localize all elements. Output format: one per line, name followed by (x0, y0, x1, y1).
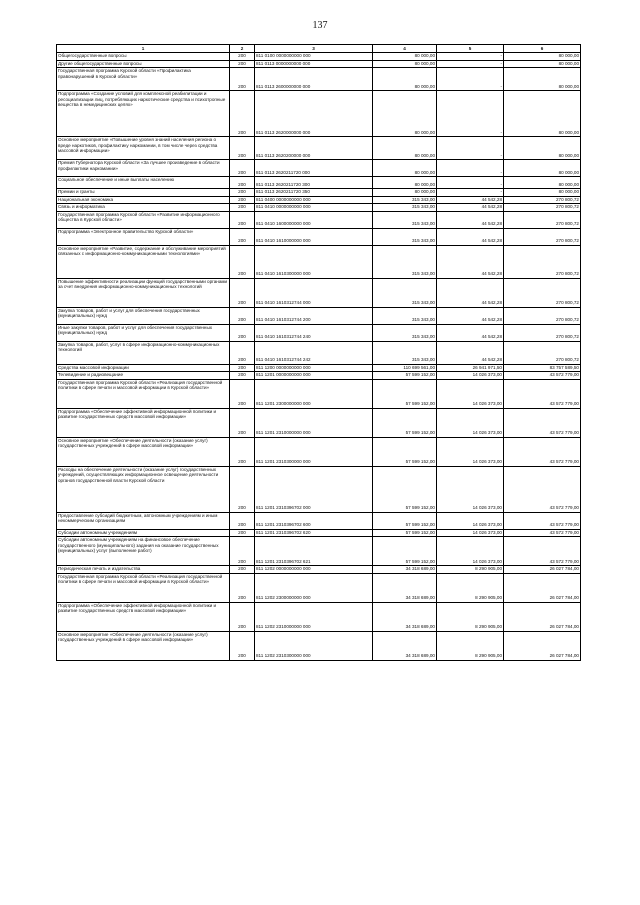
row-name-cell: Национальная экономика (57, 196, 230, 204)
row-value-executed: 14 026 373,00 (437, 512, 504, 529)
row-value-approved: 315 343,00 (373, 324, 437, 341)
row-name-cell: Основное мероприятие «Развитие, содержание и обслуживание мероприятий связанных с информационно-коммуникационными технологиями» (57, 245, 230, 278)
row-value-approved: 80 000,00 (373, 60, 437, 68)
row-value-unexecuted: 270 800,72 (504, 245, 581, 278)
row-value-unexecuted: 270 800,72 (504, 211, 581, 228)
row-value-approved: 315 343,00 (373, 245, 437, 278)
table-row (57, 68, 581, 91)
row-razdel-cell: 200 (230, 379, 255, 408)
row-code-cell: 811 1201 2310396702 600 (255, 512, 373, 529)
row-razdel-cell: 200 (230, 573, 255, 602)
row-razdel-cell: 200 (230, 211, 255, 228)
row-value-executed: - (437, 60, 504, 68)
row-code-cell: 811 0410 1600000000 000 (255, 211, 373, 228)
row-name-cell: Основное мероприятие «Обеспечение деятельности (оказание услуг) государственных учреждений в сфере массовой информации» (57, 437, 230, 466)
row-value-approved: 57 599 152,00 (373, 437, 437, 466)
row-value-unexecuted: 80 000,00 (504, 137, 581, 160)
row-code-cell: 811 1201 2300000000 000 (255, 379, 373, 408)
row-value-approved: 57 599 152,00 (373, 512, 437, 529)
row-razdel-cell: 200 (230, 324, 255, 341)
table-row (57, 341, 581, 364)
row-code-cell: 811 0113 0000000000 000 (255, 60, 373, 68)
row-razdel-cell: 200 (230, 372, 255, 380)
row-razdel-cell: 200 (230, 602, 255, 631)
table-row (57, 512, 581, 529)
table-row (57, 372, 581, 380)
row-value-unexecuted: 83 757 589,50 (504, 364, 581, 372)
row-razdel-cell: 200 (230, 189, 255, 197)
row-razdel-cell: 200 (230, 68, 255, 91)
row-code-cell: 811 0113 2620200000 000 (255, 137, 373, 160)
row-razdel-cell: 200 (230, 204, 255, 212)
row-value-unexecuted: 270 800,72 (504, 324, 581, 341)
row-value-unexecuted: 43 572 779,00 (504, 372, 581, 380)
row-value-unexecuted: 270 800,72 (504, 196, 581, 204)
row-razdel-cell: 200 (230, 60, 255, 68)
table-row (57, 278, 581, 307)
row-razdel-cell: 200 (230, 53, 255, 61)
row-razdel-cell: 200 (230, 537, 255, 566)
table-row (57, 631, 581, 660)
row-razdel-cell: 200 (230, 137, 255, 160)
row-name-cell: Подпрограмма «Создание условий для комплексной реабилитации и ресоциализации лиц, потребляющих наркотические средства и психотропные вещества в немедицинских целях» (57, 91, 230, 137)
table-row (57, 573, 581, 602)
row-value-executed: 14 026 373,00 (437, 372, 504, 380)
table-row (57, 137, 581, 160)
row-name-cell: Телевидение и радиовещание (57, 372, 230, 380)
row-name-cell: Закупка товаров, работ и услуг для обеспечения государственных (муниципальных) нужд (57, 307, 230, 324)
row-value-unexecuted: 26 027 784,00 (504, 631, 581, 660)
row-value-approved: 57 599 152,00 (373, 466, 437, 512)
row-razdel-cell: 200 (230, 278, 255, 307)
table-row (57, 537, 581, 566)
row-value-approved: 80 000,00 (373, 189, 437, 197)
row-code-cell: 811 1201 2310300000 000 (255, 437, 373, 466)
row-code-cell: 811 0113 2600000000 000 (255, 68, 373, 91)
row-value-executed: - (437, 137, 504, 160)
row-value-executed: 8 290 905,00 (437, 566, 504, 574)
row-value-unexecuted: 270 800,72 (504, 341, 581, 364)
table-row (57, 566, 581, 574)
row-value-approved: 34 318 689,00 (373, 573, 437, 602)
row-value-executed: - (437, 177, 504, 189)
row-name-cell: Общегосударственные вопросы (57, 53, 230, 61)
table-row (57, 529, 581, 537)
row-name-cell: Закупка товаров, работ, услуг в сфере информационно-коммуникационных технологий (57, 341, 230, 364)
row-value-approved: 57 599 152,00 (373, 379, 437, 408)
row-value-approved: 315 343,00 (373, 341, 437, 364)
table-row (57, 196, 581, 204)
row-value-approved: 110 699 561,00 (373, 364, 437, 372)
row-razdel-cell: 200 (230, 160, 255, 177)
row-code-cell: 811 0410 1610312744 240 (255, 324, 373, 341)
row-razdel-cell: 200 (230, 364, 255, 372)
row-code-cell: 811 1202 0000000000 000 (255, 566, 373, 574)
row-value-executed: 14 026 373,00 (437, 466, 504, 512)
row-code-cell: 811 0100 0000000000 000 (255, 53, 373, 61)
row-value-approved: 315 343,00 (373, 307, 437, 324)
row-name-cell: Субсидии автономным учреждениям на финансовое обеспечение государственного (муниципального) задания на оказание государственных (муниципальных) услуг (выполнение работ) (57, 537, 230, 566)
column-header-4: 4 (373, 45, 437, 53)
row-code-cell: 811 1200 0000000000 000 (255, 364, 373, 372)
page-number: 137 (312, 20, 328, 31)
row-name-cell: Иные закупки товаров, работ и услуг для обеспечения государственных (муниципальных) нужд (57, 324, 230, 341)
row-value-executed: 14 026 373,00 (437, 437, 504, 466)
row-value-approved: 315 343,00 (373, 204, 437, 212)
row-razdel-cell: 200 (230, 228, 255, 245)
row-value-executed: 44 542,28 (437, 228, 504, 245)
table-row (57, 364, 581, 372)
table-row (57, 91, 581, 137)
row-name-cell: Премии и гранты (57, 189, 230, 197)
row-code-cell: 811 0410 1610000000 000 (255, 228, 373, 245)
row-value-unexecuted: 80 000,00 (504, 160, 581, 177)
row-name-cell: Подпрограмма «Обеспечение эффективной информационной политики и развитие государственных средств массовой информации» (57, 408, 230, 437)
row-name-cell: Социальное обеспечение и иные выплаты населению (57, 177, 230, 189)
row-code-cell: 811 0400 0000000000 000 (255, 196, 373, 204)
row-value-unexecuted: 43 572 779,00 (504, 466, 581, 512)
row-name-cell: Средства массовой информации (57, 364, 230, 372)
row-value-approved: 80 000,00 (373, 91, 437, 137)
row-razdel-cell: 200 (230, 408, 255, 437)
table-row (57, 437, 581, 466)
row-value-unexecuted: 80 000,00 (504, 189, 581, 197)
row-value-unexecuted: 80 000,00 (504, 68, 581, 91)
row-code-cell: 811 0410 1610312744 200 (255, 307, 373, 324)
row-value-approved: 34 318 689,00 (373, 566, 437, 574)
column-header-5: 5 (437, 45, 504, 53)
row-value-approved: 57 599 152,00 (373, 529, 437, 537)
row-code-cell: 811 0113 2620211720 300 (255, 177, 373, 189)
table-row (57, 189, 581, 197)
row-code-cell: 811 1202 2310300000 000 (255, 631, 373, 660)
row-code-cell: 811 1202 2310000000 000 (255, 602, 373, 631)
row-value-unexecuted: 270 800,72 (504, 204, 581, 212)
row-value-approved: 315 343,00 (373, 228, 437, 245)
row-value-executed: 14 026 373,00 (437, 537, 504, 566)
table-row (57, 228, 581, 245)
row-value-approved: 34 318 689,00 (373, 631, 437, 660)
row-value-unexecuted: 26 027 784,00 (504, 573, 581, 602)
row-name-cell: Основное мероприятие «Повышение уровня знаний населения региона о вреде наркотиков, профилактику наркомании, в том числе через средства массовой информации» (57, 137, 230, 160)
budget-table (56, 44, 581, 661)
row-value-executed: 8 290 905,00 (437, 631, 504, 660)
row-name-cell: Подпрограмма «Обеспечение эффективной информационной политики и развитие государственных средств массовой информации» (57, 602, 230, 631)
row-name-cell: Премия Губернатора Курской области «За лучшее произведение в области профилактики наркомании» (57, 160, 230, 177)
row-value-unexecuted: 26 027 784,00 (504, 566, 581, 574)
row-value-approved: 34 318 689,00 (373, 602, 437, 631)
row-value-executed: 44 542,28 (437, 211, 504, 228)
row-razdel-cell: 200 (230, 91, 255, 137)
row-value-executed: 14 026 373,00 (437, 379, 504, 408)
row-code-cell: 811 1201 0000000000 000 (255, 372, 373, 380)
row-value-executed: 44 542,28 (437, 307, 504, 324)
row-value-executed: 14 026 373,00 (437, 529, 504, 537)
row-value-unexecuted: 80 000,00 (504, 53, 581, 61)
row-value-executed: 14 026 373,00 (437, 408, 504, 437)
row-razdel-cell: 200 (230, 529, 255, 537)
row-name-cell: Государственная программа Курской области «Профилактика правонарушений в Курской области» (57, 68, 230, 91)
row-value-approved: 315 343,00 (373, 211, 437, 228)
row-value-executed: 44 542,28 (437, 341, 504, 364)
row-name-cell: Связь и информатика (57, 204, 230, 212)
row-name-cell: Государственная программа Курской области «Реализация государственной политики в сфере печати и массовой информации в Курской области» (57, 379, 230, 408)
row-razdel-cell: 200 (230, 245, 255, 278)
table-row (57, 408, 581, 437)
row-value-unexecuted: 270 800,72 (504, 278, 581, 307)
row-razdel-cell: 200 (230, 631, 255, 660)
column-header-3: 3 (255, 45, 373, 53)
row-value-executed: 26 941 971,50 (437, 364, 504, 372)
row-value-unexecuted: 270 800,72 (504, 228, 581, 245)
row-name-cell: Подпрограмма «Электронное правительство Курской области» (57, 228, 230, 245)
row-code-cell: 811 1201 2310396702 620 (255, 529, 373, 537)
row-value-unexecuted: 26 027 784,00 (504, 602, 581, 631)
row-value-unexecuted: 80 000,00 (504, 177, 581, 189)
table-body (57, 53, 581, 661)
table-row (57, 307, 581, 324)
table-row (57, 379, 581, 408)
row-value-approved: 80 000,00 (373, 160, 437, 177)
row-code-cell: 811 0410 0000000000 000 (255, 204, 373, 212)
row-name-cell: Государственная программа Курской области «Реализация государственной политики в сфере печати и массовой информации в Курской области» (57, 573, 230, 602)
row-value-approved: 57 599 152,00 (373, 408, 437, 437)
row-value-unexecuted: 43 572 779,00 (504, 512, 581, 529)
row-razdel-cell: 200 (230, 466, 255, 512)
row-value-executed: - (437, 91, 504, 137)
row-razdel-cell: 200 (230, 566, 255, 574)
row-razdel-cell: 200 (230, 196, 255, 204)
row-name-cell: Расходы на обеспечение деятельности (оказание услуг) государственных учреждений, осуществляющих информационное освещение деятельности органов государственной власти Курской области (57, 466, 230, 512)
table-row (57, 60, 581, 68)
row-value-unexecuted: 43 572 779,00 (504, 408, 581, 437)
row-name-cell: Повышение эффективности реализации функций государственными органами за счет внедрения информационно-коммуникационных технологий (57, 278, 230, 307)
row-value-executed: 44 542,28 (437, 324, 504, 341)
row-value-unexecuted: 43 572 779,00 (504, 537, 581, 566)
row-value-executed: 8 290 905,00 (437, 573, 504, 602)
row-name-cell: Субсидии автономным учреждениям (57, 529, 230, 537)
row-code-cell: 811 0113 2620211720 350 (255, 189, 373, 197)
row-value-approved: 315 343,00 (373, 278, 437, 307)
table-row (57, 602, 581, 631)
row-razdel-cell: 200 (230, 437, 255, 466)
row-value-approved: 57 599 152,00 (373, 372, 437, 380)
row-value-executed: 8 290 905,00 (437, 602, 504, 631)
row-code-cell: 811 0410 1610312744 000 (255, 278, 373, 307)
row-value-executed: - (437, 53, 504, 61)
row-razdel-cell: 200 (230, 177, 255, 189)
column-header-6: 6 (504, 45, 581, 53)
row-value-approved: 80 000,00 (373, 53, 437, 61)
row-razdel-cell: 200 (230, 512, 255, 529)
row-value-executed: - (437, 160, 504, 177)
row-value-approved: 80 000,00 (373, 137, 437, 160)
row-value-unexecuted: 80 000,00 (504, 91, 581, 137)
table-row (57, 211, 581, 228)
row-razdel-cell: 200 (230, 307, 255, 324)
table-row (57, 204, 581, 212)
table-row (57, 324, 581, 341)
row-code-cell: 811 0410 1610312744 242 (255, 341, 373, 364)
table-row (57, 160, 581, 177)
row-value-executed: 44 542,28 (437, 245, 504, 278)
row-value-unexecuted: 43 572 779,00 (504, 379, 581, 408)
row-name-cell: Предоставление субсидий бюджетным, автономным учреждениям и иным некоммерческим организациям (57, 512, 230, 529)
row-value-unexecuted: 43 572 779,00 (504, 529, 581, 537)
row-code-cell: 811 0113 2620000000 000 (255, 91, 373, 137)
table-row (57, 53, 581, 61)
row-razdel-cell: 200 (230, 341, 255, 364)
row-value-approved: 315 343,00 (373, 196, 437, 204)
row-name-cell: Основное мероприятие «Обеспечение деятельности (оказание услуг) государственных учреждений в сфере массовой информации» (57, 631, 230, 660)
row-value-executed: - (437, 189, 504, 197)
row-value-approved: 80 000,00 (373, 68, 437, 91)
row-code-cell: 811 1201 2310396702 621 (255, 537, 373, 566)
row-code-cell: 811 1202 2300000000 000 (255, 573, 373, 602)
row-code-cell: 811 0113 2620211720 000 (255, 160, 373, 177)
row-code-cell: 811 1201 2310000000 000 (255, 408, 373, 437)
column-header-1: 1 (57, 45, 230, 53)
row-name-cell: Государственная программа Курской области «Развитие информационного общества в Курской области» (57, 211, 230, 228)
row-name-cell: Периодическая печать и издательства (57, 566, 230, 574)
table-row (57, 466, 581, 512)
table-row (57, 177, 581, 189)
row-code-cell: 811 1201 2310396702 000 (255, 466, 373, 512)
row-name-cell: Другие общегосударственные вопросы (57, 60, 230, 68)
row-value-unexecuted: 270 800,72 (504, 307, 581, 324)
row-value-unexecuted: 80 000,00 (504, 60, 581, 68)
row-value-approved: 80 000,00 (373, 177, 437, 189)
row-value-executed: 44 542,28 (437, 196, 504, 204)
table-row (57, 245, 581, 278)
column-header-2: 2 (230, 45, 255, 53)
row-value-executed: 44 542,28 (437, 278, 504, 307)
row-value-unexecuted: 43 572 779,00 (504, 437, 581, 466)
row-value-executed: - (437, 68, 504, 91)
table-header-row (57, 45, 581, 53)
row-value-executed: 44 542,28 (437, 204, 504, 212)
row-code-cell: 811 0410 1610300000 000 (255, 245, 373, 278)
row-value-approved: 57 599 152,00 (373, 537, 437, 566)
